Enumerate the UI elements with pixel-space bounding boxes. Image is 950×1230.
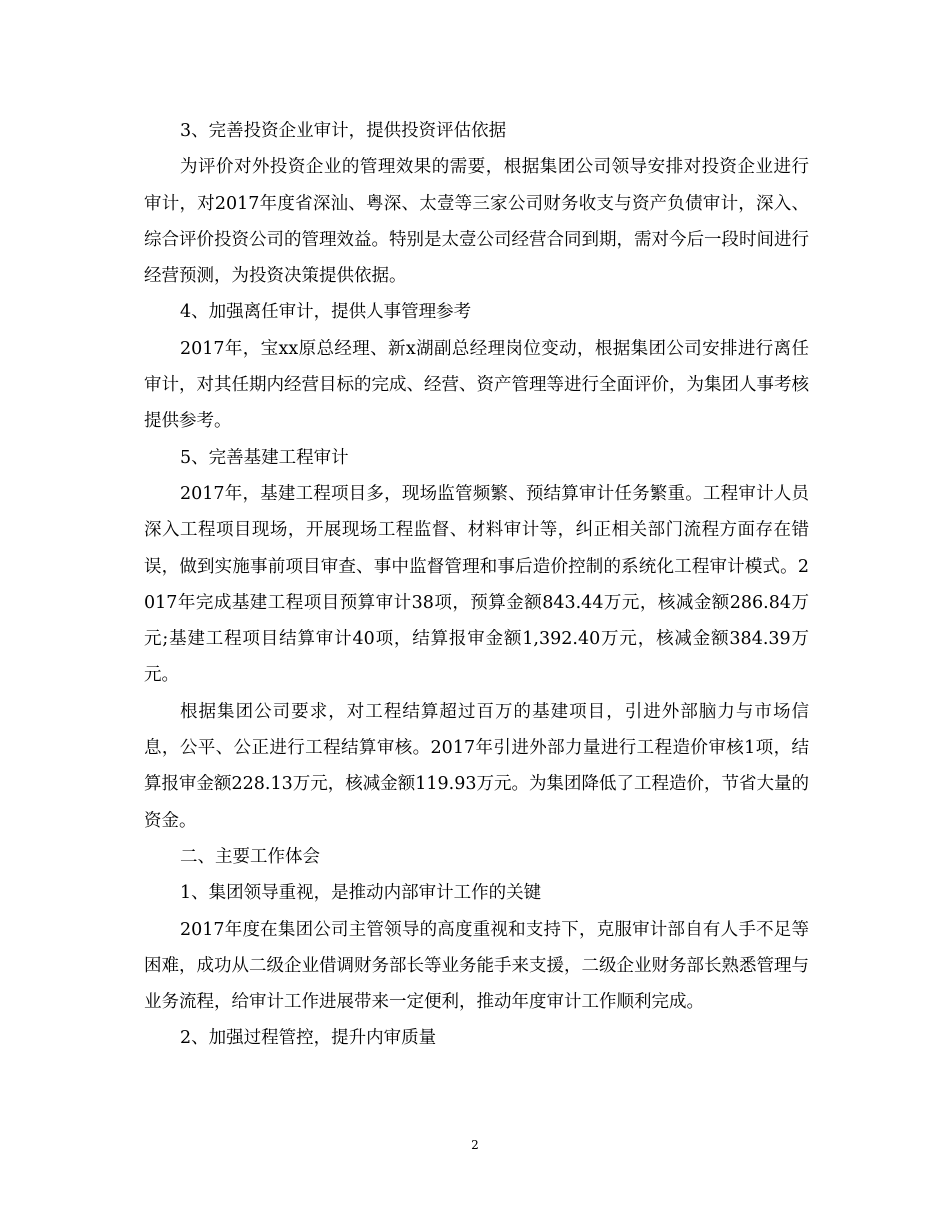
paragraph-leadership-support: 2017年度在集团公司主管领导的高度重视和支持下，克服审计部自有人手不足等困难，成功从二级企业借调财务部长等业务能手来支援，二级企业财务部长熟悉管理与业务流程，给审计工作进展带来一定便利，推动年度审计工作顺利完成。 [144,919,809,1013]
paragraph-investment-audit: 为评价对外投资企业的管理效果的需要，根据集团公司领导安排对投资企业进行审计，对2017年度省深汕、粤深、太壹等三家公司财务收支与资产负债审计，深入、综合评价投资公司的管理效益。特别是太壹公司经营合同到期，需对今后一段时间进行经营预测，为投资决策提供依据。 [144,157,809,287]
page-number: 2 [471,1138,479,1152]
paragraph-departure-audit: 2017年，宝xx原总经理、新x湖副总经理岗位变动，根据集团公司安排进行离任审计，对其任期内经营目标的完成、经营、资产管理等进行全面评价，为集团人事考核提供参考。 [144,338,809,432]
paragraph-external-review: 根据集团公司要求，对工程结算超过百万的基建项目，引进外部脑力与市场信息，公平、公正进行工程结算审核。2017年引进外部力量进行工程造价审核1项，结算报审金额228.13万元，核减金额119.93万元。为集团降低了工程造价，节省大量的资金。 [144,701,809,831]
section-heading-2: 2、加强过程管控，提升内审质量 [180,1028,437,1049]
section-heading-4: 4、加强离任审计，提供人事管理参考 [180,302,472,323]
section-heading-3: 3、完善投资企业审计，提供投资评估依据 [180,121,507,141]
paragraph-construction-audit: 2017年，基建工程项目多，现场监管频繁、预结算审计任务繁重。工程审计人员深入工程项目现场，开展现场工程监督、材料审计等，纠正相关部门流程方面存在错误，做到实施事前项目审查、事中监督管理和事后造价控制的系统化工程审计模式。2017年完成基建工程项目预算审计38项，预算金额843.44万元，核减金额286.84万元;基建工程项目结算审计40项，结算报审金额1,392.40万元，核减金额384.39万元。 [144,483,809,686]
document-body [144,113,809,1057]
section-heading-main-experience: 二、主要工作体会 [180,846,320,867]
section-heading-1: 1、集团领导重视，是推动内部审计工作的关键 [180,883,542,904]
section-heading-5: 5、完善基建工程审计 [180,447,349,468]
